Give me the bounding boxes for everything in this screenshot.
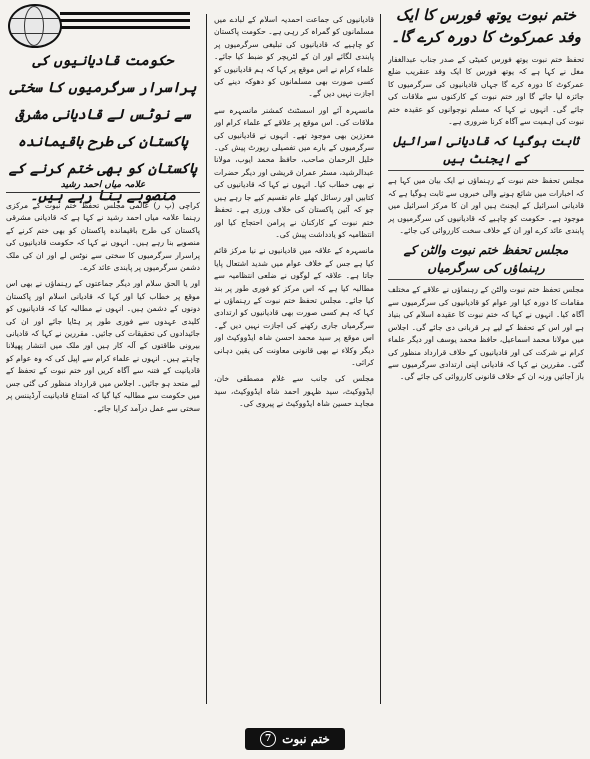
middle-paragraph-1: قادیانیوں کی جماعت احمدیہ اسلام کے لبادے میں مسلمانوں کو گمراہ کر رہی ہے۔ حکومت پاکستان کو چاہیے کہ قادیانیوں کی تبلیغی سرگرمیوں پر پابندی لگائے اور ان کے لٹریچر کو ضبط کیا جائے۔ علماء کرام نے اس موقع پر کہا کہ ہم قادیانیوں کو کسی صورت بھی مسلمانوں کو دھوکہ دینے کی اجازت نہیں دیں گے۔: [214, 15, 374, 99]
middle-paragraph-4: مجلس کی جانب سے غلام مصطفی خان، ایڈووکیٹ، سید ظہور احمد شاہ ایڈووکیٹ، سید مجاہد حسین شاہ ایڈووکیٹ نے پیروی کی۔: [214, 374, 374, 409]
left-paragraph-1: کراچی (پ ر) عالمی مجلس تحفظ ختم نبوت کے مرکزی رہنما علامہ میاں احمد رشید نے کہا ہے کہ قادیانی مشرقی پاکستان کی طرح باقیماندہ پاکستان کو بھی ختم کرنے کے منصوبے بنا رہے ہیں۔ انہوں نے کہا کہ حکومت قادیانیوں کی پراسرار سرگرمیوں کا سختی سے نوٹس لے اور ان کی ملک دشمن سرگرمیوں پر پابندی عائد کرے۔: [6, 201, 200, 273]
right-paragraph-1: تحفظ ختم نبوت یوتھ فورس کمیٹی کے صدر جناب عبدالغفار مغل نے کہا ہے کہ یوتھ فورس کا ایک وفد عنقریب ضلع عمرکوٹ کا دورہ کرے گا جہاں قادیانیوں کی سرگرمیوں کا جائزہ لیا جائے گا اور ختم نبوت کے کارکنوں سے ملاقات کی جائے گی۔ انہوں نے کہا کہ مسلم نوجوانوں کو عقیدہ ختم نبوت کی اہمیت سے آگاہ کرنا ضروری ہے۔: [388, 55, 584, 127]
right-headline: ختم نبوت یوتھ فورس کا ایک وفد عمرکوٹ کا دورہ کرے گا۔: [391, 6, 581, 46]
left-column: [6, 200, 200, 700]
right-paragraph-3: مجلس تحفظ ختم نبوت والٹن کے رہنماؤں نے علاقے کے مختلف مقامات کا دورہ کیا اور عوام کو قادیانیوں کی سرگرمیوں سے آگاہ کیا۔ انہوں نے کہا کہ ختم نبوت کا عقیدہ اسلام کی بنیاد ہے اور اس کے تحفظ کے لیے ہر قربانی دی جائے گی۔ اجلاس میں مولانا محمد اسماعیل، حافظ محمد یوسف اور دیگر علماء کرام نے شرکت کی اور قادیانیوں کے خلاف قرارداد منظور کی گئی۔ مقررین نے کہا کہ قادیانی اپنی ارتدادی سرگرمیوں سے باز آجائیں ورنہ ان کے خلاف قانونی کارروائی کی جائے گی۔: [388, 285, 584, 382]
left-byline: علامہ میاں احمد رشید: [6, 180, 200, 193]
right-column: [388, 4, 584, 684]
column-divider-right: [380, 14, 381, 704]
footer-logo-text: ختم نبوت: [282, 732, 330, 746]
middle-paragraph-2: مانسہرہ آئے اور اسسٹنٹ کمشنر مانسہرہ سے ملاقات کی۔ اس موقع پر علاقے کے علماء کرام اور معززین بھی موجود تھے۔ انہوں نے قادیانیوں کی سرگرمیوں کے بارے میں تفصیلی رپورٹ پیش کی۔ خلیل الرحمان صاحب، حافظ محمد ایوب، مولانا عبدالرشید، مسٹر عمران قریشی اور دیگر حضرات نے بھی خطاب کیا۔ انہوں نے کہا کہ قادیانیوں کی کتابیں اور رسائل کھلے عام تقسیم کیے جا رہے ہیں جو کہ آئین پاکستان کی خلاف ورزی ہے۔ تحفظ ختم نبوت کے کارکنان نے پرامن احتجاج کیا اور انتظامیہ کو یادداشت پیش کی۔: [214, 105, 374, 239]
middle-column: [214, 14, 374, 704]
masthead-rules: [60, 12, 190, 40]
footer-logo: [245, 728, 345, 750]
right-paragraph-2: مجلس تحفظ ختم نبوت کے رہنماؤں نے ایک بیان میں کہا ہے کہ اخبارات میں شائع ہونے والی خبروں سے ثابت ہوگیا ہے کہ قادیانی اسرائیل کے ایجنٹ ہیں اور ان کا مرکز اسرائیل میں موجود ہے۔ حکومت کو چاہیے کہ قادیانیوں کی سرگرمیوں پر پابندی عائد کرے اور ان کے خلاف سخت کارروائی کی جائے۔: [388, 176, 584, 236]
page-number: 7: [260, 731, 276, 747]
right-subheading-2: مجلس تحفظ ختم نبوت والٹن کے رہنماؤں کی سرگرمیاں: [388, 241, 584, 280]
globe-icon: [8, 4, 62, 48]
left-paragraph-2: اور یا الحق سلام اور دیگر جماعتوں کے رہنماؤں نے بھی اس موقع پر خطاب کیا اور کہا کہ قادیانی اسلام اور پاکستان دونوں کے دشمن ہیں۔ انہوں نے مطالبہ کیا کہ قادیانیوں کو کلیدی عہدوں سے فوری طور پر ہٹایا جائے اور ان کی جائیدادوں کی تحقیقات کی جائیں۔ مقررین نے کہا کہ قادیانی بیرونی طاقتوں کے آلہ کار ہیں اور ملک میں انتشار پھیلانا چاہتے ہیں۔ انہوں نے علماء کرام سے اپیل کی کہ وہ عوام کو قادیانیت کے فتنہ سے آگاہ کریں اور ختم نبوت کے تحفظ کے لیے متحد ہو جائیں۔ اجلاس میں قرارداد منظور کی گئی جس میں حکومت سے مطالبہ کیا گیا کہ امتناع قادیانیت آرڈیننس پر سختی سے عمل درآمد کرایا جائے۔: [6, 279, 200, 413]
right-subheading-1: ثابت ہوگیا کہ قادیانی اسرائیل کے ایجنٹ ہیں: [388, 132, 584, 171]
middle-paragraph-3: مانسہرہ کے علاقہ میں قادیانیوں نے نیا مرکز قائم کیا ہے جس کے خلاف عوام میں شدید اشتعال پایا جاتا ہے۔ علاقہ کے لوگوں نے ضلعی انتظامیہ سے مطالبہ کیا ہے کہ اس مرکز کو فوری طور پر بند کیا جائے۔ مجلس تحفظ ختم نبوت کے رہنماؤں نے کہا کہ ہم کسی صورت بھی قادیانیوں کو ارتدادی سرگرمیاں جاری رکھنے کی اجازت نہیں دیں گے۔ اس موقع پر سید محمد احسن شاہ ایڈووکیٹ اور دیگر وکلاء نے بھی قانونی معاونت کی یقین دہانی کرائی۔: [214, 246, 374, 367]
left-headline: حکومت قادیانیوں کی پراسرار سرگرمیوں کا سختی سے نوٹس لے قادیانی مشرقی پاکستان کی طرح باقیماندہ پاکستان کو بھی ختم کرنے کے منصوبے بنا رہے ہیں۔: [8, 53, 198, 204]
column-divider-left: [206, 14, 207, 704]
newspaper-page: [6, 4, 584, 752]
